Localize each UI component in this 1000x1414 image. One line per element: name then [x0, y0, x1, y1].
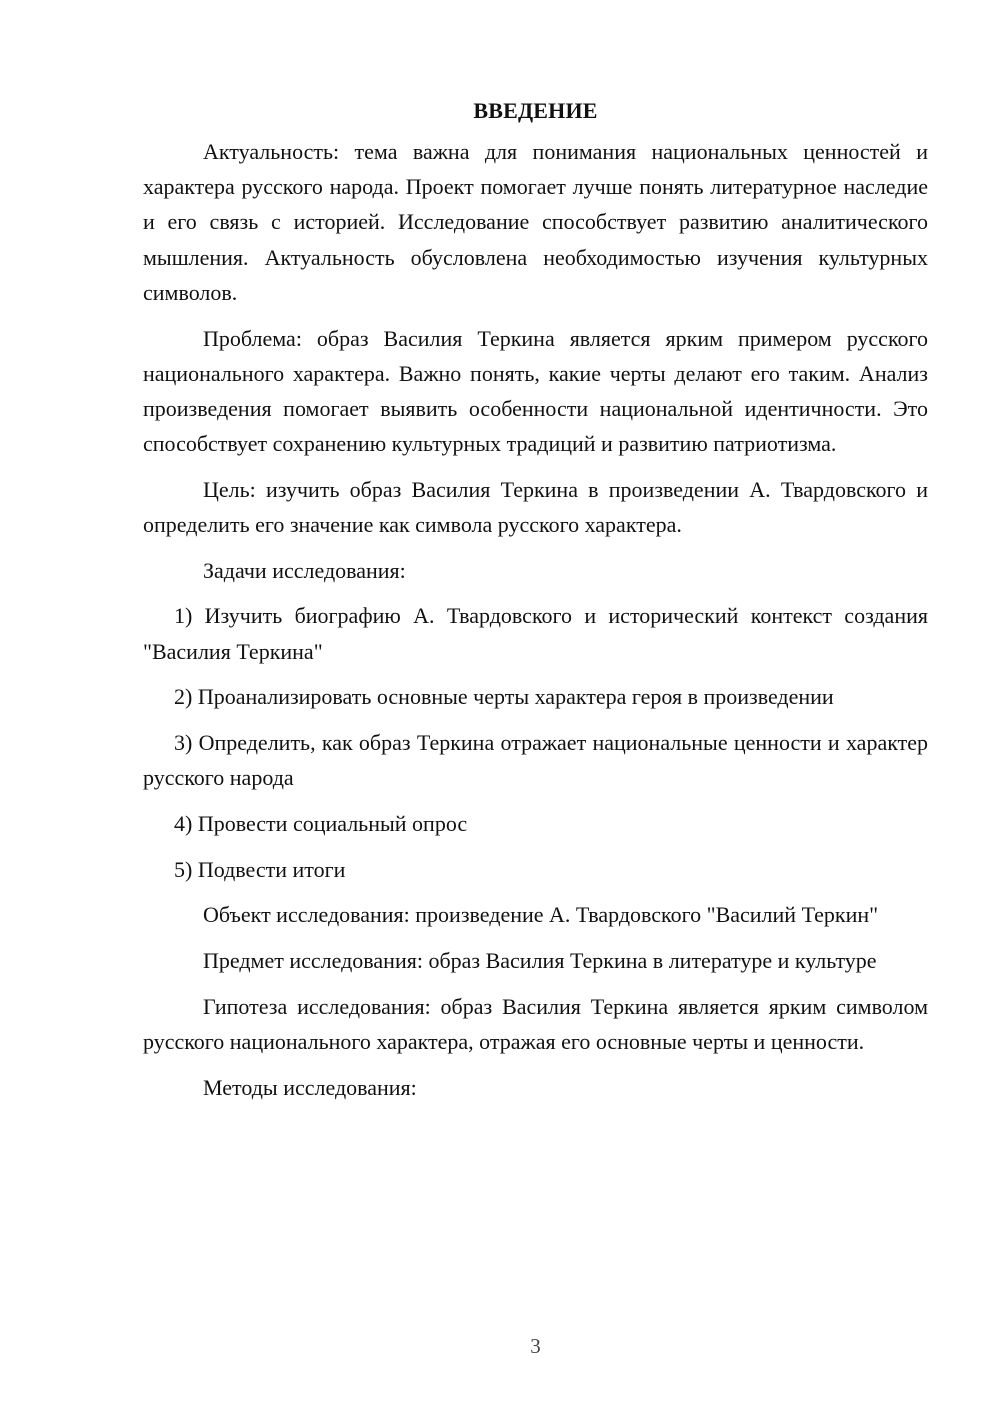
paragraph-hypothesis: Гипотеза исследования: образ Василия Теркина является ярким символом русского национального характера, отражая его основные черты и ценности. [143, 993, 928, 1054]
paragraph-relevance: Актуальность: тема важна для понимания национальных ценностей и характера русского народа. Проект помогает лучше понять литературное наследие и его связь с историей. Исследование способствует развитию аналитического мышления. Актуальность обусловлена необходимостью изучения культурных символов. [143, 139, 928, 305]
paragraph-object: Объект исследования: произведение А. Твардовского "Василий Теркин" [203, 902, 879, 928]
task-item-2: 2) Проанализировать основные черты характера героя в произведении [174, 684, 834, 710]
paragraph-problem: Проблема: образ Василия Теркина является ярким примером русского национального характера. Важно понять, какие черты делают его таким. Анализ произведения помогает выявить особенности национальной идентичности. Это способствует сохранению культурных традиций и развитию патриотизма. [143, 325, 928, 457]
document-page [143, 96, 928, 1105]
task-item-1: 1) Изучить биографию А. Твардовского и исторический контекст создания "Василия Теркина" [143, 603, 928, 664]
paragraph-tasks-heading: Задачи исследования: [203, 557, 406, 583]
paragraph-subject: Предмет исследования: образ Василия Теркина в литературе и культуре [203, 948, 877, 974]
task-item-5: 5) Подвести итоги [174, 856, 346, 882]
task-item-3: 3) Определить, как образ Теркина отражает национальные ценности и характер русского народа [143, 730, 928, 791]
section-title: ВВЕДЕНИЕ [473, 98, 598, 123]
paragraph-methods-heading: Методы исследования: [203, 1074, 417, 1100]
page-number: 3 [530, 1334, 541, 1358]
paragraph-goal: Цель: изучить образ Василия Теркина в произведении А. Твардовского и определить его значение как символа русского характера. [143, 476, 928, 538]
task-item-4: 4) Провести социальный опрос [174, 810, 468, 836]
